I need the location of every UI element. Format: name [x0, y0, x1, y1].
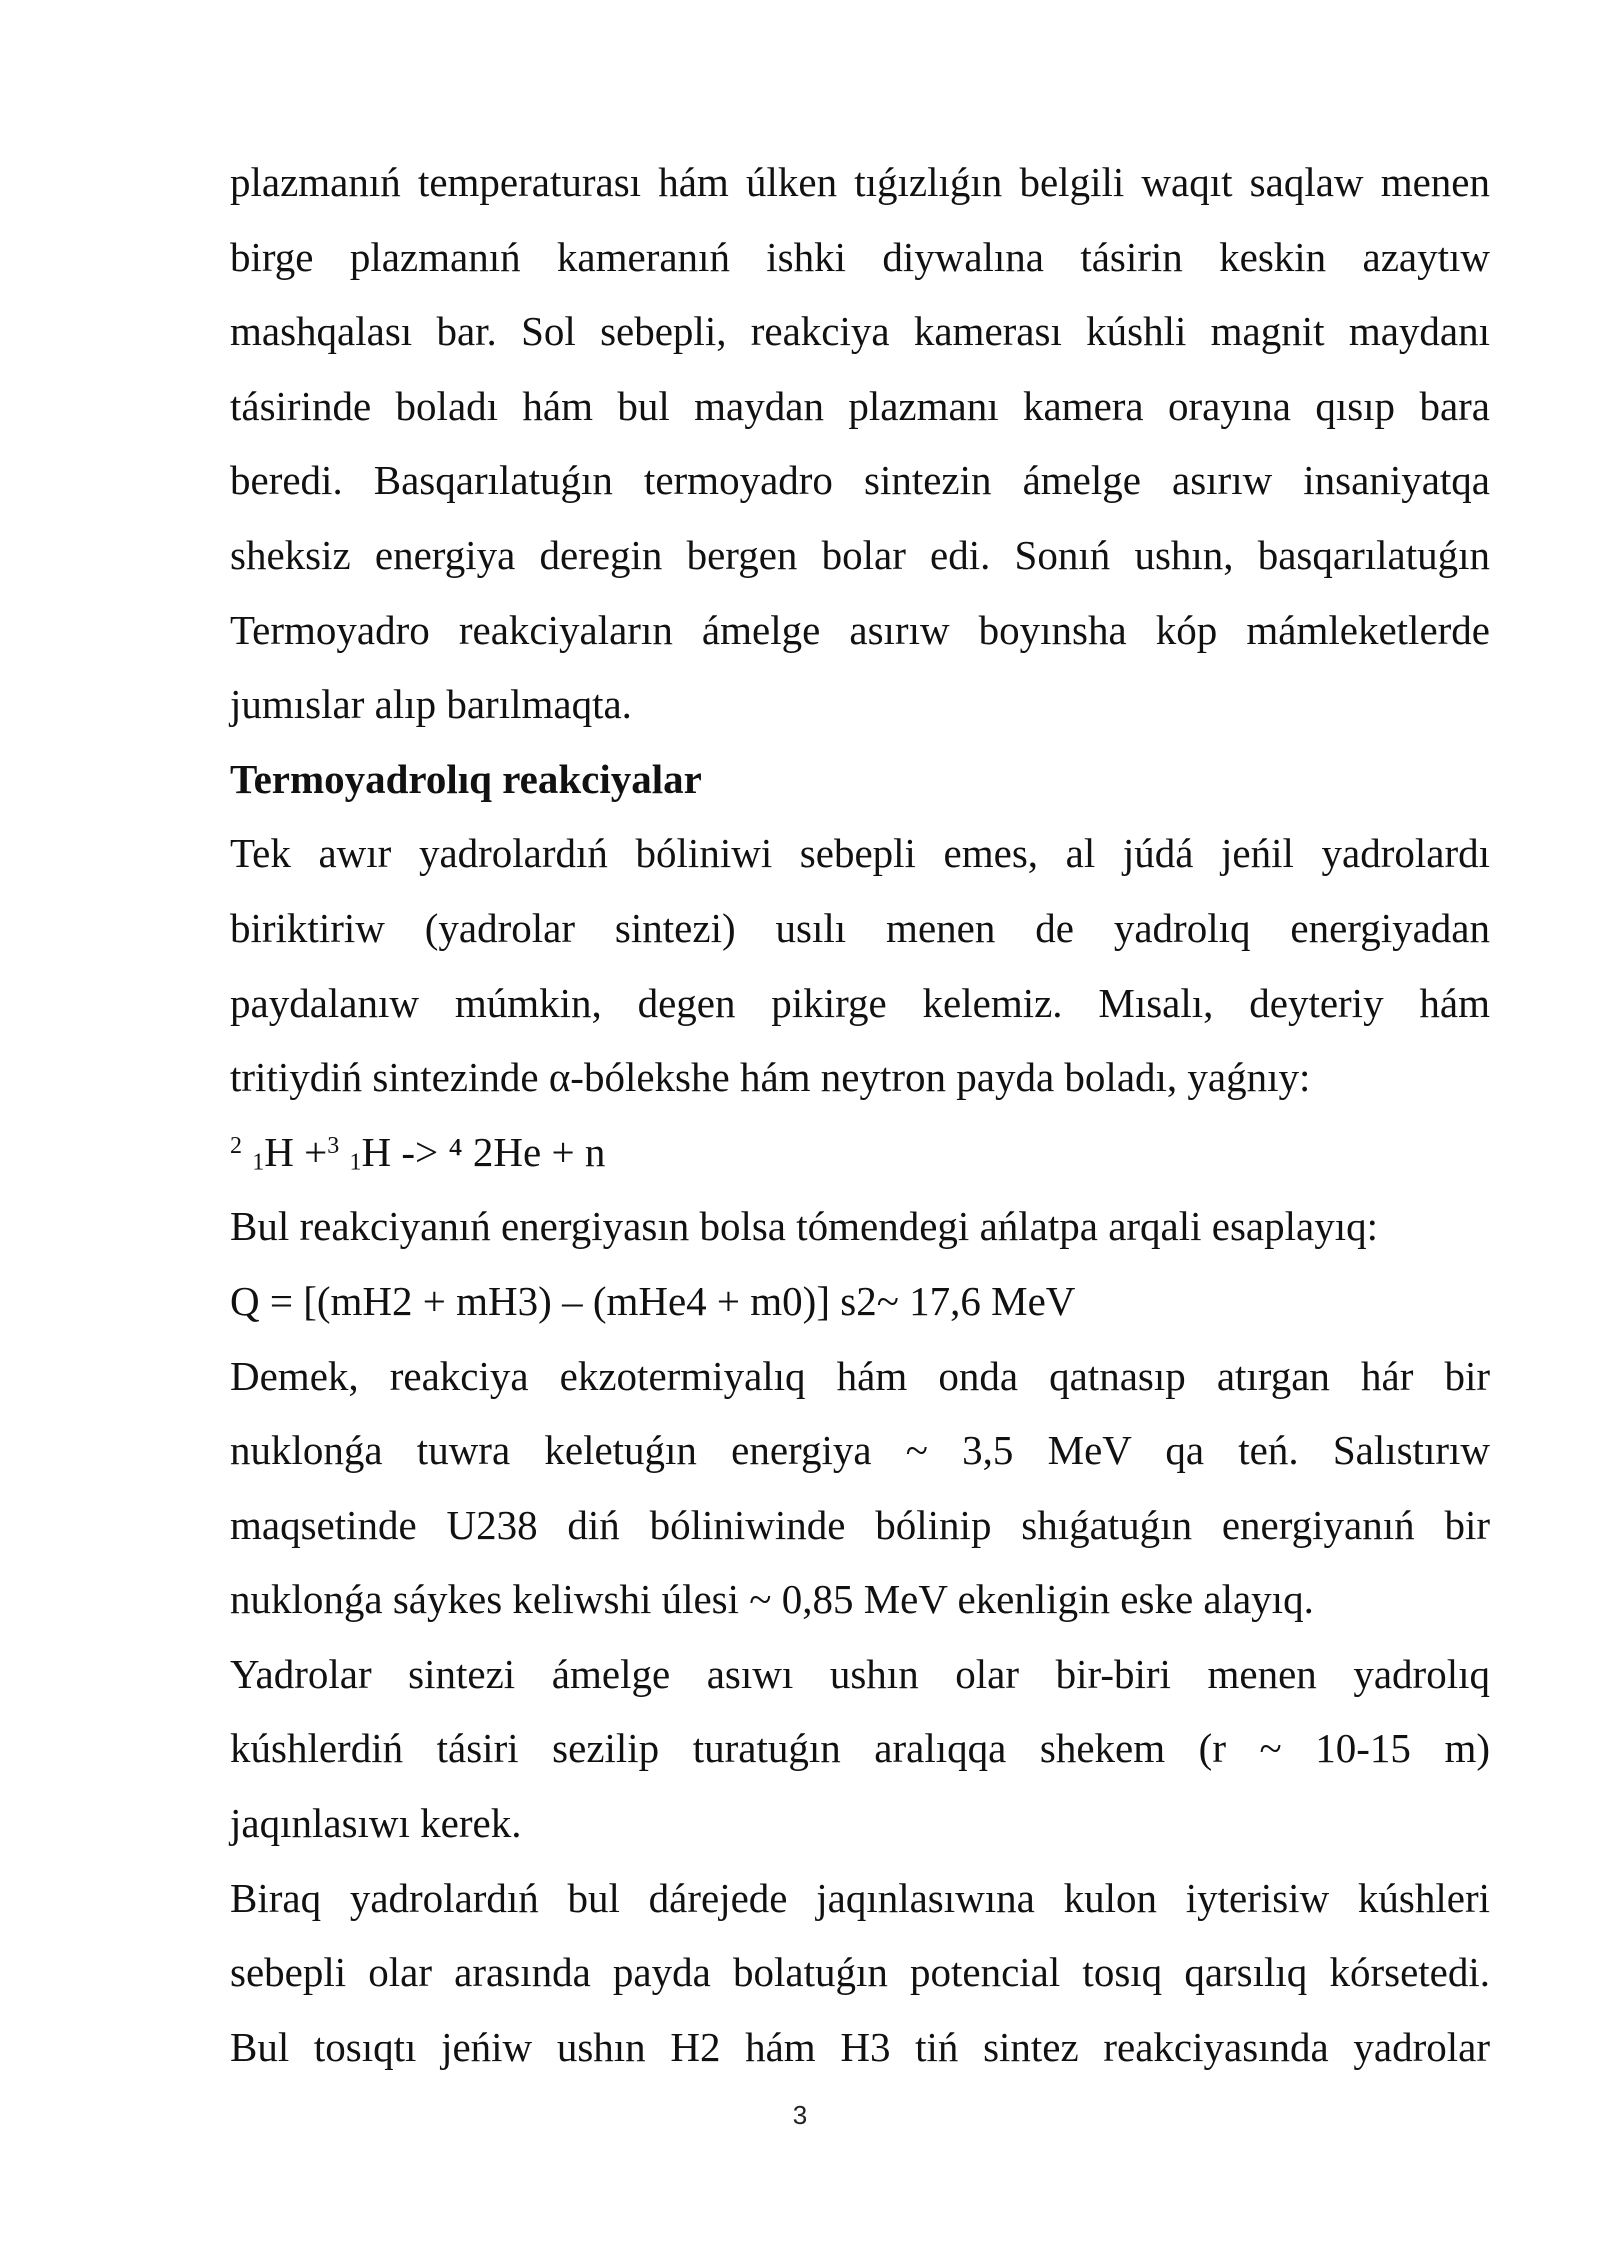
text-line: jaqınlasıwı kerek. — [230, 1800, 522, 1847]
page-number: 3 — [792, 2100, 808, 2130]
text-line: Termoyadro reakciyaların ámelge asırıw boyınsha kóp mámleketlerde — [230, 606, 1490, 653]
text-line: kúshlerdiń tásiri sezilip turatuǵın aralıqqa shekem (r ~ 10-15 m) — [230, 1725, 1490, 1772]
text-line: tritiydiń sintezinde α-bólekshe hám neytron payda boladı, yaǵnıy: — [230, 1054, 1311, 1101]
text-line: nuklonǵa tuwra keletuǵın energiya ~ 3,5 MeV qa teń. Salıstırıw — [230, 1427, 1490, 1474]
text-line: Tek awır yadrolardıń bóliniwi sebepli emes, al júdá jeńil yadrolardı — [230, 830, 1490, 877]
text-line: beredi. Basqarılatuǵın termoyadro sintezin ámelge asırıw insaniyatqa — [230, 457, 1490, 504]
text-line: birge plazmanıń kameranıń ishki diywalına tásirin keskin azaytıw — [230, 233, 1490, 280]
text-line: Bul reakciyanıń energiyasın bolsa tómendegi ańlatpa arqali esaplayıq: — [230, 1203, 1378, 1250]
text-line: Yadrolar sintezi ámelge asıwı ushın olar bir-biri menen yadrolıq — [230, 1650, 1490, 1697]
document-page — [230, 145, 1490, 2084]
text-line: mashqalası bar. Sol sebepli, reakciya kamerası kúshli magnit maydanı — [230, 308, 1490, 355]
energy-formula: Q = [(mH2 + mH3) – (mHe4 + m0)] s2~ 17,6 MeV — [230, 1277, 1076, 1324]
paragraph-fusion-intro — [230, 816, 1490, 1114]
text-line: plazmanıń temperaturası hám úlken tıǵızlıǵın belgili waqıt saqlaw menen — [230, 159, 1490, 205]
text-line: sheksiz energiya deregin bergen bolar edi. Sonıń ushın, basqarılatuǵın — [230, 531, 1490, 578]
deuterium-charge-number: 1 — [252, 1149, 265, 1176]
paragraph-plasma — [230, 145, 1490, 742]
text-line: nuklonǵa sáykes keliwshi úlesi ~ 0,85 MeV ekenligin eske alayıq. — [230, 1576, 1314, 1623]
paragraph-coulomb-barrier — [230, 1861, 1490, 2085]
text-line: paydalanıw múmkin, degen pikirge kelemiz. Mısalı, deyteriy hám — [230, 979, 1490, 1026]
text-line: sebepli olar arasında payda bolatuǵın potencial tosıq qarsılıq kórsetedi. — [230, 1949, 1490, 1996]
text-line: tásirinde boladı hám bul maydan plazmanı kamera orayına qısıp bara — [230, 382, 1490, 429]
reaction-part-1: H + — [264, 1128, 328, 1175]
deuterium-mass-number: 2 — [230, 1132, 242, 1159]
paragraph-exothermic — [230, 1339, 1490, 1637]
text-line: Demek, reakciya ekzotermiyalıq hám onda qatnasıp atırgan hár bir — [230, 1352, 1490, 1399]
tritium-mass-number: 3 — [327, 1132, 340, 1159]
text-line: Bul tosıqtı jeńiw ushın H2 hám H3 tiń sintez reakciyasında yadrolar — [230, 2023, 1490, 2070]
tritium-charge-number: 1 — [349, 1149, 362, 1176]
reaction-part-2: H -> ⁴ 2He + n — [361, 1128, 606, 1175]
text-line: jumıslar alıp barılmaqta. — [230, 681, 632, 728]
text-line: Biraq yadrolardıń bul dárejede jaqınlasıwına kulon iyterisiw kúshleri — [230, 1874, 1490, 1921]
text-line: maqsetinde U238 diń bóliniwinde bólinip shıǵatuǵın energiyanıń bir — [230, 1501, 1490, 1548]
reaction-equation — [230, 1115, 1490, 1190]
section-heading: Termoyadrolıq reakciyalar — [230, 755, 702, 802]
paragraph-nuclear-forces — [230, 1637, 1490, 1861]
text-line: biriktiriw (yadrolar sintezi) usılı menen de yadrolıq energiyadan — [230, 904, 1490, 951]
